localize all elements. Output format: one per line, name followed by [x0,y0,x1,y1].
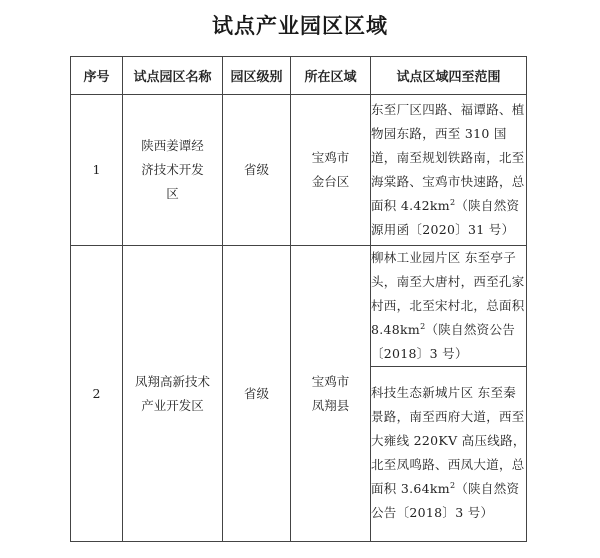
zone-scope [371,246,527,367]
table-row [71,95,527,246]
header-name: 试点园区名称 [123,57,223,95]
zone-region-text: 宝鸡市金台区 [311,150,350,189]
zone-region [291,95,371,246]
scope-text: 柳林工业园片区 东至亭子头，南至大唐村，西至孔家村西，北至宋村北，总面积 8.48km [371,250,525,337]
zone-name [123,95,223,246]
scope-ref: （陕自然资公告〔2018〕3 号） [371,322,516,361]
scope-ref: （陕自然资公告〔2018〕3 号） [371,481,520,520]
zone-scope [371,367,527,542]
header-no: 序号 [71,57,123,95]
row-no: 2 [71,246,123,542]
scope-sup: 2 [449,480,456,490]
pilot-zones-table [70,56,527,542]
zone-scope [371,95,527,246]
table-row [71,246,527,367]
header-scope: 试点区域四至范围 [371,57,527,95]
page-title: 试点产业园区区域 [212,13,388,38]
scope-sup: 2 [449,197,456,207]
table-header-row [71,57,527,95]
zone-level: 省级 [223,246,291,542]
header-level: 园区级别 [223,57,291,95]
row-no: 1 [71,95,123,246]
zone-region [291,246,371,542]
zone-name-text: 凤翔高新技术产业开发区 [134,373,210,413]
zone-region-text: 宝鸡市凤翔县 [311,373,350,413]
zone-name [123,246,223,542]
zone-name-text: 陕西姜谭经济技术开发区 [141,138,204,201]
scope-text: 东至厂区四路、福谭路、植物园东路，西至 310 国道，南至规划铁路南，北至海棠路、宝鸡市快速路，总面积 4.42km [371,102,525,213]
header-region: 所在区域 [291,57,371,95]
zone-level: 省级 [223,95,291,246]
scope-ref: （陕自然资源用函〔2020〕31 号） [371,198,520,237]
scope-sup: 2 [420,321,426,331]
scope-text: 科技生态新城片区 东至秦景路，南至西府大道，西至大雍线 220KV 高压线路，北至凤鸣路、西凤大道，总面积 3.64km [371,385,526,496]
